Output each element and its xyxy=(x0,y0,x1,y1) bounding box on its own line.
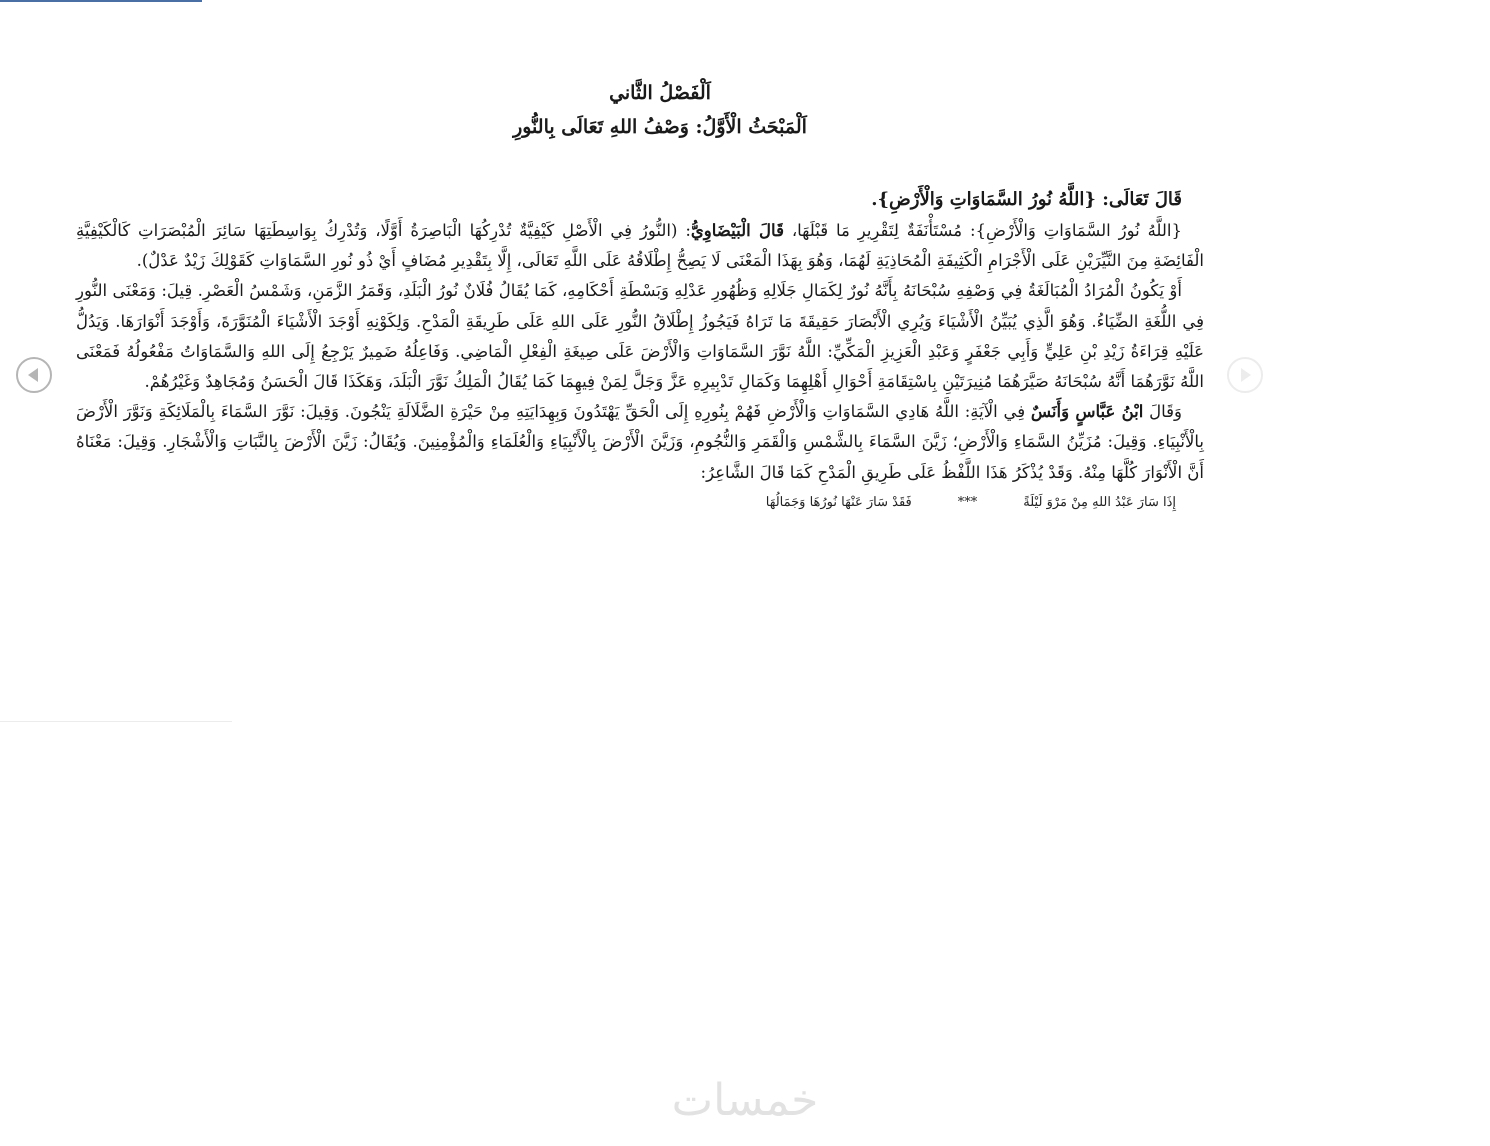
document-page xyxy=(76,76,1204,514)
poem-second-hemistich: فَقَدْ سَارَ عَنْهَا نُورُهَا وَجَمَالُهَا xyxy=(765,494,912,510)
paragraph-text: أَوْ يَكُونُ الْمُرَادُ الْمُبَالَغَةُ فِي وَصْفِهِ سُبْحَانَهُ بِأَنَّهُ نُورٌ لِكَمَالِ جَلَالِهِ وَظُهُورِ عَدْلِهِ وَبَسْطَةِ أَحْكَامِهِ، كَمَا يُقَالُ فُلَانٌ نُورُ الْبَلَدِ، وَقَمَرُ الزَّمَنِ، وَشَمْسُ الْعَصْرِ. قِيلَ: وَمَعْنَى النُّورِ فِي اللُّغَةِ الضِّيَاءُ. وَهُوَ الَّذِي يُبَيِّنُ الْأَشْيَاءَ وَيُرِي الْأَبْصَارَ حَقِيقَةَ مَا تَرَاهُ فَيَجُوزُ إِطْلَاقُ النُّورِ عَلَى اللهِ عَلَى طَرِيقَةِ الْمَدْحِ. وَلِكَوْنِهِ أَوْجَدَ الْأَشْيَاءَ الْمُنَوَّرَةَ، وَأَوْجَدَ أَنْوَارَهَا. وَيَدُلُّ عَلَيْهِ قِرَاءَةُ زَيْدِ بْنِ عَلِيٍّ وَأَبِي جَعْفَرٍ وَعَبْدِ الْعَزِيزِ الْمَكِّيِّ: اللَّهُ نَوَّرَ السَّمَاوَاتِ وَالْأَرْضَ عَلَى صِيغَةِ الْفِعْلِ الْمَاضِي. وَفَاعِلُهُ ضَمِيرٌ يَرْجِعُ إِلَى اللهِ وَالسَّمَاوَاتُ مَفْعُولُهُ فَمَعْنَى اللَّهُ نَوَّرَهُمَا أَنَّهُ سُبْحَانَهُ صَيَّرَهُمَا مُنِيرَتَيْنِ بِاسْتِقَامَةِ أَحْوَالِ أَهْلِهِمَا وَكَمَالِ تَدْبِيرِهِ عَزَّ وَجَلَّ لِمَنْ فِيهِمَا كَمَا يُقَالُ الْمَلِكُ نَوَّرَ الْبَلَدَ، وَهَكَذَا قَالَ الْحَسَنُ وَمُجَاهِدٌ وَغَيْرُهُمْ. xyxy=(76,281,1204,392)
divider xyxy=(0,721,232,722)
poem-verse xyxy=(76,492,1204,514)
watermark-logo: خمسات xyxy=(671,1075,819,1126)
chapter-title: اَلْفَصْلُ الثَّاني xyxy=(609,82,711,104)
paragraph-2 xyxy=(76,276,1204,397)
previous-page-button[interactable] xyxy=(16,357,52,393)
scholar-name: ابْنُ عَبَّاسٍ وَأَنَسٌ xyxy=(1030,402,1144,422)
chevron-right-icon xyxy=(1229,359,1261,391)
section-title: اَلْمَبْحَثُ الْأَوَّلُ: وَصْفُ اللهِ تَعَالَى بِالنُّورِ xyxy=(513,116,807,138)
paragraph-text: فِي الْآيَةِ: اللَّهُ هَادِي السَّمَاوَاتِ وَالْأَرْضِ فَهُمْ بِنُورِهِ إِلَى الْحَقِّ يَهْتَدُونَ وَبِهِدَايَتِهِ مِنْ حَيْرَةِ الضَّلَالَةِ يَنْجُونَ. وَقِيلَ: نَوَّرَ السَّمَاءَ بِالْمَلَائِكَةِ وَنَوَّرَ الْأَرْضَ بِالْأَنْبِيَاءِ. وَقِيلَ: مُزَيِّنُ السَّمَاءِ وَالْأَرْضِ؛ زَيَّنَ السَّمَاءَ بِالشَّمْسِ وَالْقَمَرِ وَالنُّجُومِ، وَزَيَّنَ الْأَرْضَ بِالْأَنْبِيَاءِ وَالْعُلَمَاءِ وَالْمُؤْمِنِينَ. وَيُقَالُ: زَيَّنَ الْأَرْضَ بِالنَّبَاتِ وَالْأَشْجَارِ. وَقِيلَ: مَعْنَاهُ أَنَّ الْأَنْوَارَ كُلَّهَا مِنْهُ. وَقَدْ يُذْكَرُ هَذَا اللَّفْظُ عَلَى طَرِيقِ الْمَدْحِ كَمَا قَالَ الشَّاعِرُ: xyxy=(76,402,1204,482)
chevron-left-icon xyxy=(18,359,50,391)
paragraph-text: : (النُّورُ فِي الْأَصْلِ كَيْفِيَّةٌ تُدْرِكُهَا الْبَاصِرَةُ أَوَّلًا، وَتُدْرِكُ بِوَاسِطَتِهَا سَائِرَ الْمُبْصَرَاتِ كَالْكَيْفِيَّةِ الْفَائِضَةِ مِنَ النَّيِّرَيْنِ عَلَى الْأَجْرَامِ الْكَثِيفَةِ الْمُحَاذِيَةِ لَهُمَا، وَهُوَ بِهَذَا الْمَعْنَى لَا يَصِحُّ إِطْلَاقُهُ عَلَى اللَّهِ تَعَالَى، إِلَّا بِتَقْدِيرِ مُضَافٍ أَيْ ذُو نُورِ السَّمَاوَاتِ كَقَوْلِكَ زَيْدٌ عَدْلٌ). xyxy=(76,221,1204,271)
top-progress-bar xyxy=(0,0,202,2)
paragraph-3 xyxy=(76,397,1204,488)
scholar-name: قَالَ الْبَيْضَاوِيُّ xyxy=(690,221,784,240)
poem-separator: *** xyxy=(957,494,978,510)
verse-quote: قَالَ تَعَالَى: {اللَّهُ نُورُ السَّمَاوَاتِ وَالْأَرْضِ}. xyxy=(871,189,1182,210)
paragraph-text: وَقَالَ xyxy=(1143,402,1182,422)
poem-first-hemistich: إِذَا سَارَ عَبْدُ اللهِ مِنْ مَرْوَ لَيْلَةً xyxy=(1023,494,1176,510)
next-page-button[interactable] xyxy=(1227,357,1263,393)
paragraph-1 xyxy=(76,216,1204,276)
paragraph-text: {اللَّهُ نُورُ السَّمَاوَاتِ وَالْأَرْضِ}: مُسْتَأْنَفَةٌ لِتَقْرِيرِ مَا قَبْلَهَا، xyxy=(783,221,1182,240)
